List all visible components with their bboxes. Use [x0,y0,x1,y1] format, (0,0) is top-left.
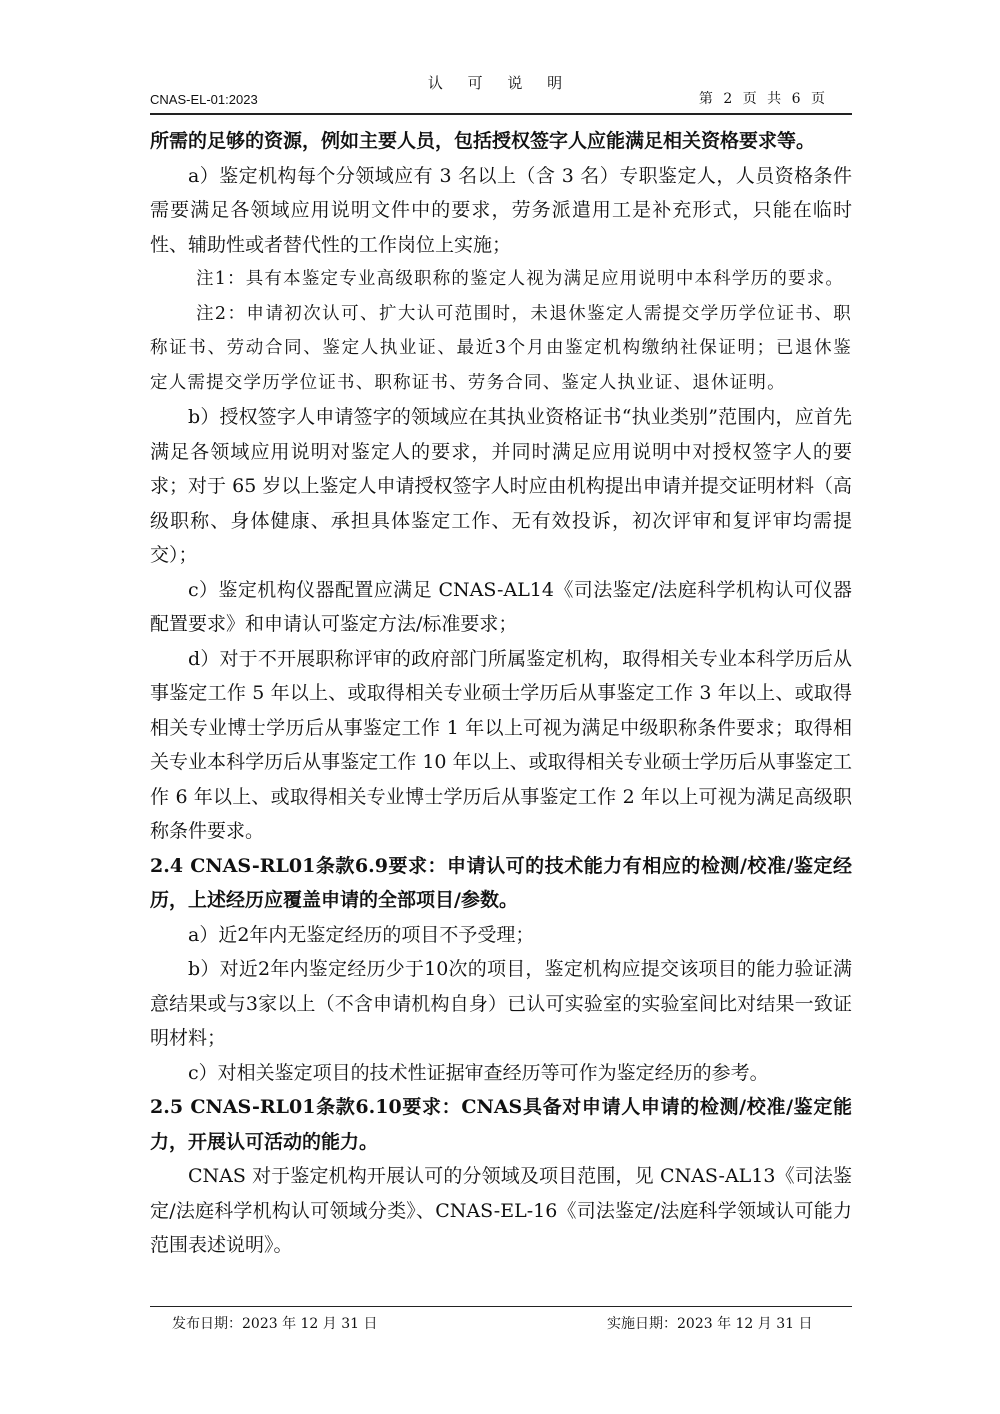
note-1: 注1：具有本鉴定专业高级职称的鉴定人视为满足应用说明中本科学历的要求。 [196,269,845,289]
header-divider [150,113,852,115]
document-number: CNAS-EL-01:2023 [150,92,258,107]
note-2: 注2：申请初次认可、扩大认可范围时，未退休鉴定人需提交学历学位证书、职称证书、劳动合同、鉴定人执业证、最近3个月由鉴定机构缴纳社保证明；已退休鉴定人需提交学历学位证书、职称证书、劳务合同、鉴定人执业证、退休证明。 [150,303,852,393]
section-heading-2-4: 2.4 CNAS-RL01条款6.9要求：申请认可的技术能力有相应的检测/校准/鉴定经历，上述经历应覆盖申请的全部项目/参数。 [150,854,852,911]
effective-date: 实施日期：2023 年 12 月 31 日 [607,1316,813,1332]
page-number: 第 2 页 共 6 页 [698,91,828,107]
paragraph-item-d: d）对于不开展职称评审的政府部门所属鉴定机构，取得相关专业本科学历后从事鉴定工作 5 年以上、或取得相关专业硕士学历后从事鉴定工作 3 年以上、或取得相关专业博士学历后从事鉴定工作 1 年以上可视为满足中级职称条件要求；取得相关专业本科学历后从事鉴定工作 10 年以上、或取得相关专业硕士学历后从事鉴定工作 6 年以上、或取得相关专业博士学历后从事鉴定工作 2 年以上可视为满足高级职称条件要求。 [150,647,852,842]
paragraph-item-c: c）鉴定机构仪器配置应满足 CNAS-AL14《司法鉴定/法庭科学机构认可仪器配置要求》和申请认可鉴定方法/标准要求； [150,578,852,635]
issue-date: 发布日期：2023 年 12 月 31 日 [172,1316,378,1332]
paragraph-item-a: a）鉴定机构每个分领域应有 3 名以上（含 3 名）专职鉴定人，人员资格条件需要满足各领域应用说明文件中的要求，劳务派遣用工是补充形式，只能在临时性、辅助性或者替代性的工作岗位上实施； [150,164,852,256]
paragraph-2-4-b: b）对近2年内鉴定经历少于10次的项目，鉴定机构应提交该项目的能力验证满意结果或与3家以上（不含申请机构自身）已认可实验室的实验室间比对结果一致证明材料； [150,958,852,1049]
paragraph-2-5-body: CNAS 对于鉴定机构开展认可的分领域及项目范围，见 CNAS-AL13《司法鉴定/法庭科学机构认可领域分类》、CNAS-EL-16《司法鉴定/法庭科学领域认可能力范围表述说明》。 [150,1165,852,1256]
paragraph-2-4-a: a）近2年内无鉴定经历的项目不予受理； [188,923,535,946]
footer-divider [150,1306,852,1307]
paragraph-item-b: b）授权签字人申请签字的领域应在其执业资格证书“执业类别”范围内，应首先满足各领域应用说明对鉴定人的要求，并同时满足应用说明中对授权签字人的要求；对于 65 岁以上鉴定人申请授权签字人时应由机构提出申请并提交证明材料（高级职称、身体健康、承担具体鉴定工作、无有效投诉，初次评审和复评审均需提交）； [150,406,852,566]
paragraph-continued: 所需的足够的资源，例如主要人员，包括授权签字人应能满足相关资格要求等。 [150,130,816,152]
section-heading-2-5: 2.5 CNAS-RL01条款6.10要求：CNAS具备对申请人申请的检测/校准/鉴定能力，开展认可活动的能力。 [150,1096,852,1153]
document-header-title: 认 可 说 明 [427,74,573,92]
paragraph-2-4-c: c）对相关鉴定项目的技术性证据审查经历等可作为鉴定经历的参考。 [188,1061,769,1084]
document-body [150,124,852,1263]
